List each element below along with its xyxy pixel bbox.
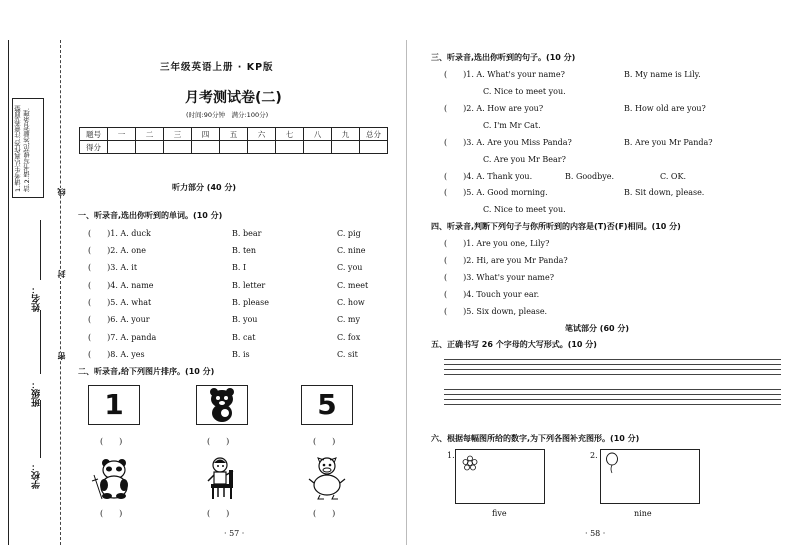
question-stem: ( )2. Hi, are you Mr Panda? xyxy=(444,256,568,265)
option-c: C. my xyxy=(337,315,361,324)
question-stem: ( )1. A. What's your name? xyxy=(444,70,565,79)
picture-box-number-5 xyxy=(301,385,353,425)
bear-icon xyxy=(197,386,247,424)
book-header: 三年级英语上册 · KP版 xyxy=(160,62,274,73)
question-stem: ( )2. A. How are you? xyxy=(444,104,544,113)
score-header-cell: 二 xyxy=(136,128,164,141)
option-c: C. fox xyxy=(337,333,361,342)
score-header-cell: 七 xyxy=(276,128,304,141)
question-stem: ( )4. A. name xyxy=(88,281,154,290)
option-b: B. Sit down, please. xyxy=(624,188,705,197)
box-number: 1. xyxy=(447,451,455,460)
name-field[interactable] xyxy=(40,220,41,280)
option-b: B. cat xyxy=(232,333,256,342)
option-b: B. How old are you? xyxy=(624,104,706,113)
option-c: C. you xyxy=(337,263,363,272)
score-header-cell: 三 xyxy=(164,128,192,141)
option-b: B. My name is Lily. xyxy=(624,70,701,79)
score-header-cell: 六 xyxy=(248,128,276,141)
option-c: C. pig xyxy=(337,229,361,238)
option-c: C. Nice to meet you. xyxy=(483,87,566,96)
option-c: C. sit xyxy=(337,350,358,359)
score-cell[interactable] xyxy=(192,141,220,154)
score-cell[interactable] xyxy=(360,141,388,154)
score-header-cell: 总分 xyxy=(360,128,388,141)
section6-title: 六、根据每幅图所给的数字,为下列各图补充图形。(10 分) xyxy=(431,434,640,443)
question-stem: ( )2. A. one xyxy=(88,246,146,255)
score-row-label: 得分 xyxy=(80,141,108,154)
score-header-cell: 九 xyxy=(332,128,360,141)
score-header-cell: 题号 xyxy=(80,128,108,141)
option-b: B. I xyxy=(232,263,247,272)
answer-bracket[interactable]: ( ) xyxy=(100,437,123,446)
score-header-cell: 一 xyxy=(108,128,136,141)
listening-title: 听力部分 (40 分) xyxy=(172,183,237,192)
option-b: B. bear xyxy=(232,229,262,238)
section2-title: 二、听录音,给下列图片排序。(10 分) xyxy=(78,367,215,376)
option-b: B. you xyxy=(232,315,258,324)
page-number-left: · 57 · xyxy=(224,529,245,538)
seal-dashed-line xyxy=(60,40,61,545)
note-text: 1.请考生认真作答.注意卷面整洁.2.请书写规范,答题有条理. xyxy=(14,105,31,192)
question-stem: ( )3. A. it xyxy=(88,263,138,272)
boy-on-chair-icon xyxy=(200,455,246,500)
answer-bracket[interactable]: ( ) xyxy=(100,509,123,518)
test-title: 月考测试卷(二) xyxy=(185,90,282,106)
draw-box-nine[interactable] xyxy=(600,449,700,504)
letter-writing-lines[interactable] xyxy=(444,359,781,419)
written-title: 笔试部分 (60 分) xyxy=(565,324,630,333)
class-field[interactable] xyxy=(40,310,41,374)
option-c: C. nine xyxy=(337,246,366,255)
option-b: B. please xyxy=(232,298,269,307)
question-stem: ( )6. A. your xyxy=(88,315,150,324)
score-cell[interactable] xyxy=(164,141,192,154)
number-five-image: 5 xyxy=(317,388,337,421)
answer-bracket[interactable]: ( ) xyxy=(207,437,230,446)
seal-char-mi: 密 xyxy=(57,352,66,360)
option-c: C. meet xyxy=(337,281,369,290)
option-b: B. ten xyxy=(232,246,257,255)
question-stem: ( )1. A. duck xyxy=(88,229,151,238)
number-one-image: 1 xyxy=(104,388,124,421)
answer-bracket[interactable]: ( ) xyxy=(313,437,336,446)
panda-icon xyxy=(88,455,140,500)
test-meta: (时间:90分钟 满分:100分) xyxy=(186,111,269,119)
score-header-cell: 五 xyxy=(220,128,248,141)
option-b: B. letter xyxy=(232,281,266,290)
picture-box-bear xyxy=(196,385,248,425)
question-stem: ( )4. Touch your ear. xyxy=(444,290,540,299)
answer-bracket[interactable]: ( ) xyxy=(207,509,230,518)
score-table-header-row xyxy=(80,128,388,141)
seal-char-xian: 线 xyxy=(57,188,66,196)
score-cell[interactable] xyxy=(108,141,136,154)
margin-border-line xyxy=(8,40,9,545)
score-table xyxy=(79,127,388,154)
score-header-cell: 八 xyxy=(304,128,332,141)
box-number: 2. xyxy=(590,451,598,460)
picture-box-number-1 xyxy=(88,385,140,425)
score-cell[interactable] xyxy=(248,141,276,154)
section1-title: 一、听录音,选出你听到的单词。(10 分) xyxy=(78,211,223,220)
score-cell[interactable] xyxy=(304,141,332,154)
box-word: nine xyxy=(634,509,652,518)
section4-title: 四、听录音,判断下列句子与你所听到的内容是(T)否(F)相同。(10 分) xyxy=(431,222,681,231)
score-cell[interactable] xyxy=(220,141,248,154)
class-label: 班级： xyxy=(32,380,42,407)
option-c: C. OK. xyxy=(660,172,686,181)
option-b: B. Are you Mr Panda? xyxy=(624,138,713,147)
school-label: 学校： xyxy=(32,462,42,489)
question-stem: ( )5. A. Good morning. xyxy=(444,188,548,197)
score-cell[interactable] xyxy=(332,141,360,154)
name-label: 姓名： xyxy=(32,285,42,312)
question-stem: ( )5. Six down, please. xyxy=(444,307,548,316)
option-c: C. how xyxy=(337,298,365,307)
score-table-score-row xyxy=(80,141,388,154)
score-cell[interactable] xyxy=(136,141,164,154)
option-c: C. Nice to meet you. xyxy=(483,205,566,214)
box-word: five xyxy=(492,509,507,518)
school-field[interactable] xyxy=(40,400,41,458)
option-c: C. I'm Mr Cat. xyxy=(483,121,541,130)
section5-title: 五、正确书写 26 个字母的大写形式。(10 分) xyxy=(431,340,597,349)
answer-bracket[interactable]: ( ) xyxy=(313,509,336,518)
question-stem: ( )7. A. panda xyxy=(88,333,157,342)
question-stem: ( )1. Are you one, Lily? xyxy=(444,239,550,248)
option-b: B. Goodbye. xyxy=(565,172,615,181)
page-number-right: · 58 · xyxy=(585,529,606,538)
draw-box-five[interactable] xyxy=(455,449,545,504)
option-b: B. is xyxy=(232,350,250,359)
option-c: C. Are you Mr Bear? xyxy=(483,155,566,164)
flower-icon xyxy=(461,455,479,471)
duck-icon xyxy=(304,455,350,500)
score-header-cell: 四 xyxy=(192,128,220,141)
question-stem: ( )4. A. Thank you. xyxy=(444,172,533,181)
score-cell[interactable] xyxy=(276,141,304,154)
page-divider xyxy=(406,40,407,545)
question-stem: ( )5. A. what xyxy=(88,298,152,307)
question-stem: ( )8. A. yes xyxy=(88,350,145,359)
seal-char-feng: 封 xyxy=(57,270,66,278)
question-stem: ( )3. What's your name? xyxy=(444,273,555,282)
balloon-icon xyxy=(604,452,620,474)
section3-title: 三、听录音,选出你听到的句子。(10 分) xyxy=(431,53,576,62)
question-stem: ( )3. A. Are you Miss Panda? xyxy=(444,138,572,147)
